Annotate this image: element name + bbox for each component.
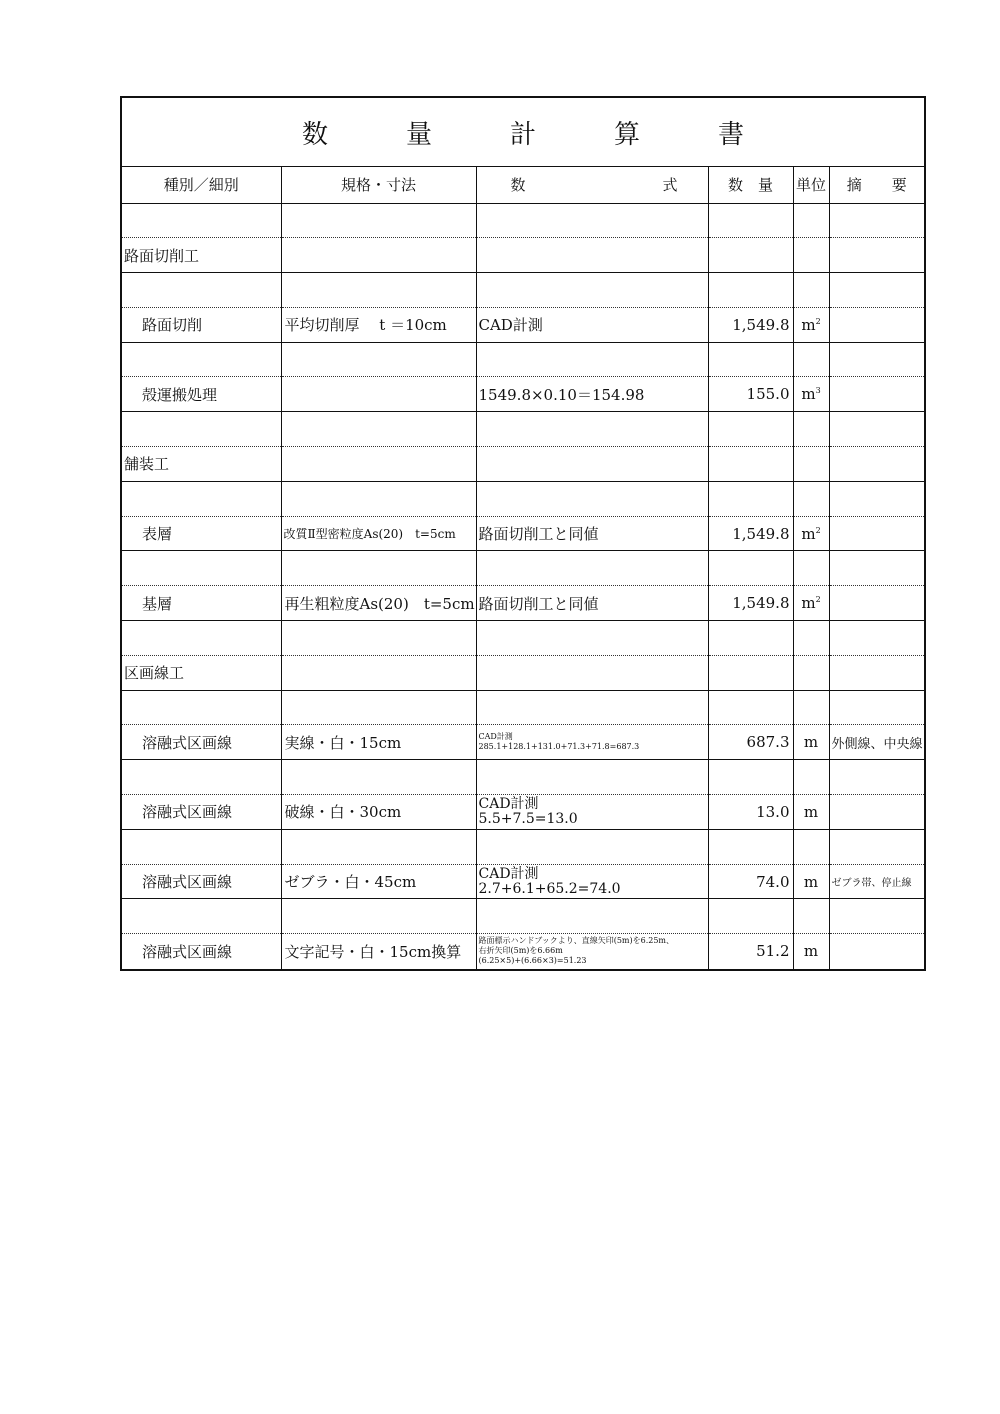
item-spec: ゼブラ・白・45cm bbox=[281, 864, 476, 899]
table-row bbox=[122, 412, 924, 447]
header-formula: 数 式 bbox=[476, 167, 708, 203]
item-qty: 13.0 bbox=[708, 795, 793, 830]
table-row bbox=[122, 377, 924, 412]
quantity-calculation-sheet bbox=[120, 96, 926, 971]
table-row bbox=[122, 829, 924, 864]
table-row bbox=[122, 516, 924, 551]
table-row bbox=[122, 551, 924, 586]
item-note: 外側線、中央線 bbox=[829, 725, 924, 760]
table-row bbox=[122, 795, 924, 830]
header-qty: 数 量 bbox=[708, 167, 793, 203]
item-name: 基層 bbox=[122, 586, 281, 621]
table-row bbox=[122, 307, 924, 342]
item-spec: 再生粗粒度As(20) t=5cm bbox=[281, 586, 476, 621]
item-qty: 74.0 bbox=[708, 864, 793, 899]
table-row bbox=[122, 203, 924, 238]
item-spec: 破線・白・30cm bbox=[281, 795, 476, 830]
item-qty: 51.2 bbox=[708, 934, 793, 969]
item-formula: 路面切削工と同値 bbox=[476, 516, 708, 551]
item-spec: 実線・白・15cm bbox=[281, 725, 476, 760]
item-spec: 文字記号・白・15cm換算 bbox=[281, 934, 476, 969]
table-row bbox=[122, 725, 924, 760]
item-name: 溶融式区画線 bbox=[122, 725, 281, 760]
table-row bbox=[122, 934, 924, 969]
item-name: 溶融式区画線 bbox=[122, 795, 281, 830]
calculation-table bbox=[122, 167, 924, 969]
item-formula: CAD計測 285.1+128.1+131.0+71.3+71.8=687.3 bbox=[476, 725, 708, 760]
table-row bbox=[122, 864, 924, 899]
item-formula: CAD計測 2.7+6.1+65.2=74.0 bbox=[476, 864, 708, 899]
item-spec: 平均切削厚 t ＝10cm bbox=[281, 307, 476, 342]
item-unit: $m^2$ bbox=[793, 307, 829, 342]
item-qty: 1,549.8 bbox=[708, 307, 793, 342]
item-spec: 改質Ⅱ型密粒度As(20) t=5cm bbox=[281, 516, 476, 551]
table-row bbox=[122, 621, 924, 656]
title-row bbox=[122, 98, 924, 167]
item-name: 路面切削 bbox=[122, 307, 281, 342]
item-unit: m bbox=[793, 725, 829, 760]
item-name: 表層 bbox=[122, 516, 281, 551]
item-formula: CAD計測 bbox=[476, 307, 708, 342]
item-qty: 687.3 bbox=[708, 725, 793, 760]
section-label: 舗装工 bbox=[122, 447, 281, 482]
header-row bbox=[122, 167, 924, 203]
table-row bbox=[122, 342, 924, 377]
item-unit: m bbox=[793, 934, 829, 969]
item-name: 溶融式区画線 bbox=[142, 942, 233, 961]
section-label: 区画線工 bbox=[122, 655, 281, 690]
item-note: ゼブラ帯、停止線 bbox=[829, 864, 924, 899]
item-unit: m bbox=[793, 864, 829, 899]
item-formula: 1549.8×0.10＝154.98 bbox=[476, 377, 708, 412]
header-unit: 単位 bbox=[793, 167, 829, 203]
header-spec: 規格・寸法 bbox=[281, 167, 476, 203]
item-unit: $m^2$ bbox=[793, 516, 829, 551]
table-row bbox=[122, 238, 924, 273]
item-formula: 路面切削工と同値 bbox=[476, 586, 708, 621]
table-row bbox=[122, 655, 924, 690]
item-name: 殻運搬処理 bbox=[122, 377, 281, 412]
item-formula: 路面標示ハンドブックより、直線矢印(5m)を6.25m、 右折矢印(5m)を6.66m (6.25×5)+(6.66×3)=51.23 bbox=[476, 934, 708, 969]
item-name: 溶融式区画線 bbox=[122, 864, 281, 899]
table-row bbox=[122, 481, 924, 516]
item-qty: 1,549.8 bbox=[708, 516, 793, 551]
item-formula: CAD計測 5.5+7.5=13.0 bbox=[476, 795, 708, 830]
header-kind: 種別／細別 bbox=[122, 167, 281, 203]
item-unit: $m^2$ bbox=[793, 586, 829, 621]
table-row bbox=[122, 586, 924, 621]
item-qty: 155.0 bbox=[708, 377, 793, 412]
table-row bbox=[122, 690, 924, 725]
item-qty: 1,549.8 bbox=[708, 586, 793, 621]
table-row bbox=[122, 447, 924, 482]
section-label: 路面切削工 bbox=[122, 238, 281, 273]
page-title: 数 量 計 算 書 bbox=[301, 119, 770, 150]
header-note: 摘 要 bbox=[829, 167, 924, 203]
table-row bbox=[122, 760, 924, 795]
item-unit: $m^3$ bbox=[793, 377, 829, 412]
item-unit: m bbox=[793, 795, 829, 830]
table-row bbox=[122, 273, 924, 308]
table-row bbox=[122, 899, 924, 934]
